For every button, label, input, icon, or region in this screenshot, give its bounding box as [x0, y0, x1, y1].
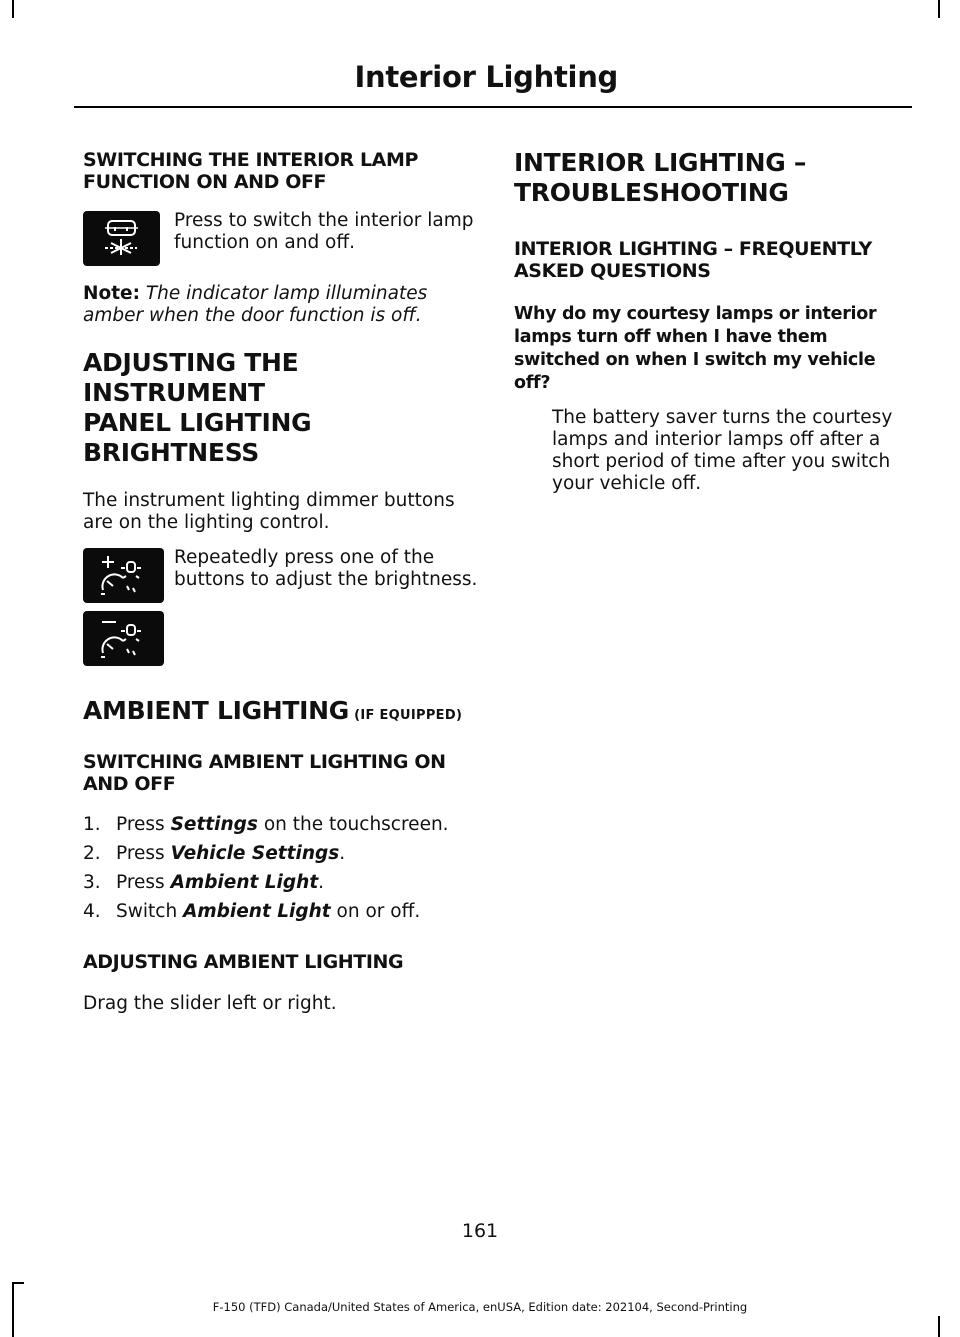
- step-text: Press: [116, 843, 165, 864]
- crop-mark: [938, 0, 940, 18]
- interior-lamp-door-switch-icon: [83, 211, 160, 266]
- step-emphasis: Vehicle Settings: [170, 843, 340, 864]
- dimmer-instruction: Repeatedly press one of the buttons to adjust the brightness.: [174, 547, 478, 590]
- heading-tag: (IF EQUIPPED): [354, 708, 463, 723]
- page-header-title: Interior Lighting: [354, 60, 618, 94]
- header-divider: [74, 106, 912, 108]
- list-item: [83, 872, 478, 894]
- section-heading: SWITCHING AMBIENT LIGHTING ON AND OFF: [83, 751, 446, 795]
- step-emphasis: Ambient Light: [183, 901, 331, 922]
- heading-line: ADJUSTING THE INSTRUMENT: [83, 348, 299, 407]
- faq-question: Why do my courtesy lamps or interior lamps turn off when I have them switched on when I switch my vehicle off?: [514, 304, 877, 393]
- section-heading: SWITCHING THE INTERIOR LAMP FUNCTION ON AND OFF: [83, 149, 419, 193]
- page-number: 161: [461, 1220, 499, 1242]
- heading-text: AMBIENT LIGHTING: [83, 696, 350, 725]
- step-emphasis: Settings: [170, 814, 258, 835]
- dimmer-block: [83, 548, 478, 668]
- heading-line: TROUBLESHOOTING: [514, 178, 789, 207]
- step-text: .: [318, 872, 325, 893]
- section-heading: [514, 148, 914, 208]
- step-emphasis: Ambient Light: [170, 872, 319, 893]
- interior-lamp-instruction: Press to switch the interior lamp function on and off.: [174, 210, 474, 253]
- section-heading: ADJUSTING AMBIENT LIGHTING: [83, 951, 404, 973]
- interior-lamp-block: [83, 211, 478, 269]
- section-heading: [83, 348, 478, 468]
- step-text: Press: [116, 814, 165, 835]
- heading-line: BRIGHTNESS: [83, 438, 259, 467]
- step-text: on or off.: [336, 901, 421, 922]
- note-label: Note:: [83, 283, 140, 304]
- instrument-dimmer-plus-icon: [83, 548, 164, 603]
- list-item: [83, 814, 478, 836]
- note-text: The indicator lamp illuminates amber when the door function is off.: [83, 283, 428, 326]
- right-column: [514, 140, 914, 495]
- crop-mark: [938, 1316, 940, 1337]
- list-item: [83, 901, 478, 923]
- slider-instruction: Drag the slider left or right.: [83, 993, 337, 1014]
- faq-answer: The battery saver turns the courtesy lamps and interior lamps off after a short period of time after you switch your vehicle off.: [552, 407, 893, 494]
- steps-list: [83, 814, 478, 923]
- step-text: .: [339, 843, 346, 864]
- section-heading: [83, 696, 478, 726]
- left-column: [83, 140, 478, 1015]
- step-text: on the touchscreen.: [263, 814, 449, 835]
- instrument-dimmer-minus-icon: [83, 611, 164, 666]
- edition-info: F-150 (TFD) Canada/United States of America, enUSA, Edition date: 202104, Second-Printing: [212, 1300, 748, 1314]
- heading-line: INTERIOR LIGHTING –: [514, 148, 807, 177]
- heading-line: PANEL LIGHTING: [83, 408, 312, 437]
- step-number: 3.: [83, 872, 101, 893]
- crop-mark: [12, 0, 14, 18]
- step-number: 2.: [83, 843, 101, 864]
- step-text: Switch: [116, 901, 178, 922]
- step-number: 1.: [83, 814, 101, 835]
- list-item: [83, 843, 478, 865]
- step-number: 4.: [83, 901, 101, 922]
- dimmer-description: The instrument lighting dimmer buttons are on the lighting control.: [83, 490, 455, 533]
- section-heading: INTERIOR LIGHTING – FREQUENTLY ASKED QUESTIONS: [514, 238, 872, 282]
- crop-mark: [12, 1282, 24, 1284]
- note: [83, 283, 478, 327]
- step-text: Press: [116, 872, 165, 893]
